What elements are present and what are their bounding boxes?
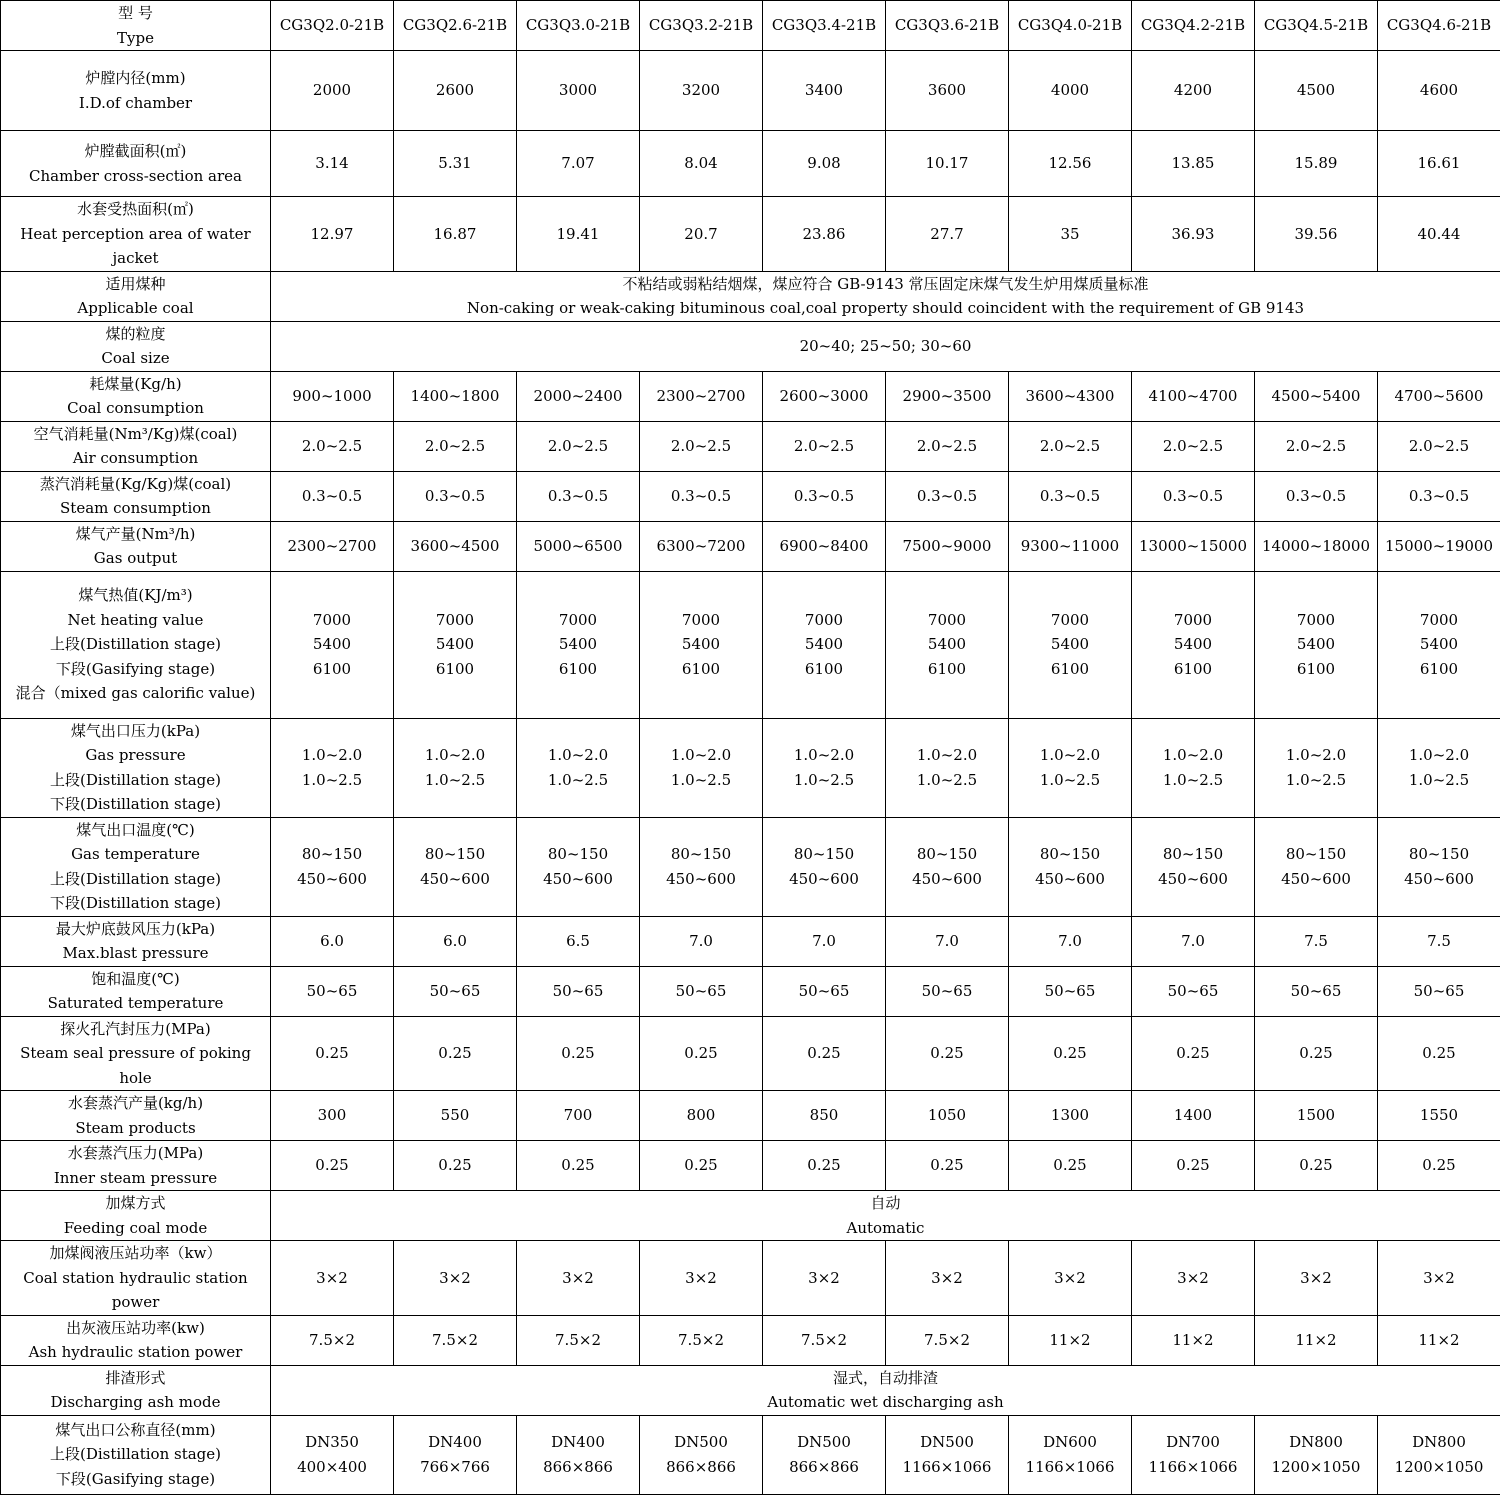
value-cell: 3600 — [886, 51, 1009, 131]
value-cell: 40.44 — [1378, 197, 1500, 272]
value-cell: 50~65 — [271, 966, 394, 1016]
value-cell: 2600~3000 — [763, 371, 886, 421]
value-cell: 16.87 — [394, 197, 517, 272]
value-cell: 2.0~2.5 — [517, 421, 640, 471]
value-cell: 0.25 — [1009, 1141, 1132, 1191]
value-cell: DN500 866×866 — [763, 1415, 886, 1494]
value-cell: 80~150 450~600 — [271, 817, 394, 916]
value-cell: 1.0~2.0 1.0~2.5 — [394, 718, 517, 817]
value-cell: 0.3~0.5 — [271, 471, 394, 521]
value-cell: 0.3~0.5 — [763, 471, 886, 521]
value-cell: 11×2 — [1255, 1315, 1378, 1365]
row-label: 煤的粒度 Coal size — [1, 321, 271, 371]
table-row-steam-products — [1, 1091, 1500, 1141]
row-label: 水套蒸汽压力(MPa) Inner steam pressure — [1, 1141, 271, 1191]
table-row-gas-pressure — [1, 718, 1500, 817]
value-cell: 80~150 450~600 — [886, 817, 1009, 916]
value-cell: 23.86 — [763, 197, 886, 272]
value-cell: 11×2 — [1009, 1315, 1132, 1365]
value-cell: 0.3~0.5 — [517, 471, 640, 521]
value-cell: 4500~5400 — [1255, 371, 1378, 421]
value-cell: DN500 866×866 — [640, 1415, 763, 1494]
row-label: 空气消耗量(Nm³/Kg)煤(coal) Air consumption — [1, 421, 271, 471]
value-cell: 80~150 450~600 — [640, 817, 763, 916]
table-row-max-blast-pressure — [1, 916, 1500, 966]
value-cell: 0.25 — [1378, 1016, 1500, 1091]
value-cell: 3×2 — [394, 1241, 517, 1316]
value-cell: 12.97 — [271, 197, 394, 272]
value-cell: 50~65 — [640, 966, 763, 1016]
value-cell: 8.04 — [640, 131, 763, 197]
value-cell: 50~65 — [1132, 966, 1255, 1016]
value-cell: 4200 — [1132, 51, 1255, 131]
row-label-type: 型 号 Type — [1, 1, 271, 51]
value-cell: 900~1000 — [271, 371, 394, 421]
value-cell: 36.93 — [1132, 197, 1255, 272]
row-label: 煤气出口压力(kPa) Gas pressure 上段(Distillation stage) 下段(Distillation stage) — [1, 718, 271, 817]
value-cell: 300 — [271, 1091, 394, 1141]
value-cell: 0.25 — [1255, 1141, 1378, 1191]
value-cell: 700 — [517, 1091, 640, 1141]
value-cell: 3600~4300 — [1009, 371, 1132, 421]
row-label: 加煤阀液压站功率（kw） Coal station hydraulic station power — [1, 1241, 271, 1316]
row-label: 煤气出口温度(℃) Gas temperature 上段(Distillation stage) 下段(Distillation stage) — [1, 817, 271, 916]
table-row-inner-steam-pressure — [1, 1141, 1500, 1191]
model-header: CG3Q3.0-21B — [517, 1, 640, 51]
value-cell: 7.0 — [640, 916, 763, 966]
value-cell: 0.25 — [1255, 1016, 1378, 1091]
value-cell: 1400~1800 — [394, 371, 517, 421]
value-cell: 7.0 — [886, 916, 1009, 966]
table-row-applicable-coal — [1, 271, 1500, 321]
value-cell: 550 — [394, 1091, 517, 1141]
value-cell: 2600 — [394, 51, 517, 131]
value-cell: 0.25 — [1132, 1141, 1255, 1191]
model-header: CG3Q4.6-21B — [1378, 1, 1500, 51]
value-cell: 3200 — [640, 51, 763, 131]
row-label: 探火孔汽封压力(MPa) Steam seal pressure of poking hole — [1, 1016, 271, 1091]
value-cell: 3×2 — [763, 1241, 886, 1316]
model-header: CG3Q2.6-21B — [394, 1, 517, 51]
value-cell: DN700 1166×1066 — [1132, 1415, 1255, 1494]
value-cell: 0.3~0.5 — [1255, 471, 1378, 521]
value-cell: 80~150 450~600 — [763, 817, 886, 916]
value-cell: 0.25 — [271, 1141, 394, 1191]
model-header: CG3Q3.2-21B — [640, 1, 763, 51]
value-cell: 0.25 — [1132, 1016, 1255, 1091]
table-row-gas-temperature — [1, 817, 1500, 916]
table-body — [1, 1, 1500, 1495]
value-cell: 80~150 450~600 — [517, 817, 640, 916]
merged-value-cell: 自动 Automatic — [271, 1191, 1500, 1241]
value-cell: 5000~6500 — [517, 521, 640, 571]
value-cell: 80~150 450~600 — [394, 817, 517, 916]
value-cell: 4700~5600 — [1378, 371, 1500, 421]
value-cell: 15000~19000 — [1378, 521, 1500, 571]
value-cell: 0.25 — [640, 1016, 763, 1091]
value-cell: 39.56 — [1255, 197, 1378, 272]
value-cell: 1.0~2.0 1.0~2.5 — [1378, 718, 1500, 817]
table-row-saturated-temperature — [1, 966, 1500, 1016]
value-cell: 3×2 — [271, 1241, 394, 1316]
value-cell: 7.5×2 — [640, 1315, 763, 1365]
value-cell: 3×2 — [1378, 1241, 1500, 1316]
value-cell: 7000 5400 6100 — [640, 571, 763, 718]
value-cell: 0.3~0.5 — [1132, 471, 1255, 521]
row-label: 煤气产量(Nm³/h) Gas output — [1, 521, 271, 571]
row-label: 出灰液压站功率(kw) Ash hydraulic station power — [1, 1315, 271, 1365]
header-row — [1, 1, 1500, 51]
value-cell: 3×2 — [886, 1241, 1009, 1316]
row-label: 排渣形式 Discharging ash mode — [1, 1365, 271, 1415]
value-cell: 14000~18000 — [1255, 521, 1378, 571]
value-cell: 7000 5400 6100 — [1255, 571, 1378, 718]
value-cell: 0.25 — [640, 1141, 763, 1191]
value-cell: 0.3~0.5 — [1009, 471, 1132, 521]
value-cell: 4000 — [1009, 51, 1132, 131]
table-row-cross-section-area — [1, 131, 1500, 197]
value-cell: 2300~2700 — [271, 521, 394, 571]
value-cell: 0.25 — [1009, 1016, 1132, 1091]
value-cell: 80~150 450~600 — [1009, 817, 1132, 916]
row-label: 煤气出口公称直径(mm) 上段(Distillation stage) 下段(Gasifying stage) — [1, 1415, 271, 1494]
value-cell: 50~65 — [1009, 966, 1132, 1016]
value-cell: 3×2 — [640, 1241, 763, 1316]
merged-value-cell: 不粘结或弱粘结烟煤，煤应符合 GB-9143 常压固定床煤气发生炉用煤质量标准 Non-caking or weak-caking bituminous coal,coal property should coincident with the requirement of GB 9143 — [271, 271, 1500, 321]
value-cell: DN600 1166×1066 — [1009, 1415, 1132, 1494]
value-cell: 7000 5400 6100 — [517, 571, 640, 718]
value-cell: 7000 5400 6100 — [1009, 571, 1132, 718]
value-cell: 80~150 450~600 — [1378, 817, 1500, 916]
value-cell: 2300~2700 — [640, 371, 763, 421]
value-cell: 2.0~2.5 — [394, 421, 517, 471]
table-row-steam-consumption — [1, 471, 1500, 521]
value-cell: 7.5×2 — [517, 1315, 640, 1365]
row-label: 蒸汽消耗量(Kg/Kg)煤(coal) Steam consumption — [1, 471, 271, 521]
value-cell: 9300~11000 — [1009, 521, 1132, 571]
value-cell: 1.0~2.0 1.0~2.5 — [1132, 718, 1255, 817]
value-cell: 4500 — [1255, 51, 1378, 131]
model-header: CG3Q3.6-21B — [886, 1, 1009, 51]
value-cell: 35 — [1009, 197, 1132, 272]
value-cell: 3600~4500 — [394, 521, 517, 571]
value-cell: 0.25 — [394, 1141, 517, 1191]
value-cell: 7000 5400 6100 — [394, 571, 517, 718]
value-cell: 1.0~2.0 1.0~2.5 — [1255, 718, 1378, 817]
value-cell: 2.0~2.5 — [1378, 421, 1500, 471]
row-label: 煤气热值(KJ/m³) Net heating value 上段(Distillation stage) 下段(Gasifying stage) 混合（mixed gas calorific value) — [1, 571, 271, 718]
table-row-discharging-ash-mode — [1, 1365, 1500, 1415]
table-row-chamber-id — [1, 51, 1500, 131]
table-row-coal-station-power — [1, 1241, 1500, 1316]
value-cell: 1400 — [1132, 1091, 1255, 1141]
value-cell: 7000 5400 6100 — [271, 571, 394, 718]
value-cell: 1.0~2.0 1.0~2.5 — [517, 718, 640, 817]
value-cell: 2.0~2.5 — [763, 421, 886, 471]
value-cell: 0.25 — [763, 1016, 886, 1091]
value-cell: 0.25 — [763, 1141, 886, 1191]
value-cell: 0.25 — [1378, 1141, 1500, 1191]
table-row-air-consumption — [1, 421, 1500, 471]
row-label: 炉膛截面积(㎡) Chamber cross-section area — [1, 131, 271, 197]
value-cell: DN400 866×866 — [517, 1415, 640, 1494]
row-label: 耗煤量(Kg/h) Coal consumption — [1, 371, 271, 421]
value-cell: 11×2 — [1132, 1315, 1255, 1365]
value-cell: DN400 766×766 — [394, 1415, 517, 1494]
table-row-gas-outlet-diameter — [1, 1415, 1500, 1494]
value-cell: 7500~9000 — [886, 521, 1009, 571]
model-header: CG3Q4.2-21B — [1132, 1, 1255, 51]
value-cell: 19.41 — [517, 197, 640, 272]
row-label: 最大炉底鼓风压力(kPa) Max.blast pressure — [1, 916, 271, 966]
value-cell: 0.25 — [886, 1016, 1009, 1091]
value-cell: 4100~4700 — [1132, 371, 1255, 421]
value-cell: 850 — [763, 1091, 886, 1141]
value-cell: 2000 — [271, 51, 394, 131]
value-cell: 3×2 — [517, 1241, 640, 1316]
value-cell: 6.0 — [394, 916, 517, 966]
table-row-feeding-coal-mode — [1, 1191, 1500, 1241]
value-cell: 2.0~2.5 — [271, 421, 394, 471]
value-cell: 20.7 — [640, 197, 763, 272]
table-row-gas-output — [1, 521, 1500, 571]
value-cell: 7000 5400 6100 — [886, 571, 1009, 718]
value-cell: 27.7 — [886, 197, 1009, 272]
row-label: 加煤方式 Feeding coal mode — [1, 1191, 271, 1241]
value-cell: 50~65 — [763, 966, 886, 1016]
value-cell: 3.14 — [271, 131, 394, 197]
model-header: CG3Q4.0-21B — [1009, 1, 1132, 51]
value-cell: 7.5×2 — [394, 1315, 517, 1365]
table-row-net-heating-value — [1, 571, 1500, 718]
value-cell: 6300~7200 — [640, 521, 763, 571]
value-cell: 7.0 — [1132, 916, 1255, 966]
value-cell: 7.5 — [1255, 916, 1378, 966]
value-cell: 0.3~0.5 — [640, 471, 763, 521]
table-row-coal-consumption — [1, 371, 1500, 421]
value-cell: 7000 5400 6100 — [763, 571, 886, 718]
value-cell: 0.3~0.5 — [886, 471, 1009, 521]
value-cell: 1.0~2.0 1.0~2.5 — [763, 718, 886, 817]
value-cell: 6.5 — [517, 916, 640, 966]
value-cell: 3×2 — [1009, 1241, 1132, 1316]
value-cell: 2.0~2.5 — [886, 421, 1009, 471]
value-cell: 2.0~2.5 — [640, 421, 763, 471]
value-cell: 7.0 — [1009, 916, 1132, 966]
value-cell: 1300 — [1009, 1091, 1132, 1141]
value-cell: 1050 — [886, 1091, 1009, 1141]
value-cell: 2900~3500 — [886, 371, 1009, 421]
value-cell: 0.25 — [394, 1016, 517, 1091]
value-cell: DN350 400×400 — [271, 1415, 394, 1494]
value-cell: 7.5 — [1378, 916, 1500, 966]
row-label: 炉膛内径(mm) I.D.of chamber — [1, 51, 271, 131]
value-cell: 3×2 — [1132, 1241, 1255, 1316]
value-cell: 1.0~2.0 1.0~2.5 — [1009, 718, 1132, 817]
value-cell: 80~150 450~600 — [1132, 817, 1255, 916]
value-cell: 11×2 — [1378, 1315, 1500, 1365]
value-cell: 50~65 — [394, 966, 517, 1016]
value-cell: 0.3~0.5 — [1378, 471, 1500, 521]
row-label: 适用煤种 Applicable coal — [1, 271, 271, 321]
value-cell: 0.25 — [517, 1016, 640, 1091]
value-cell: 0.25 — [517, 1141, 640, 1191]
value-cell: 2.0~2.5 — [1132, 421, 1255, 471]
model-header: CG3Q3.4-21B — [763, 1, 886, 51]
value-cell: DN500 1166×1066 — [886, 1415, 1009, 1494]
value-cell: 9.08 — [763, 131, 886, 197]
value-cell: 13000~15000 — [1132, 521, 1255, 571]
merged-value-cell: 湿式，自动排渣 Automatic wet discharging ash — [271, 1365, 1500, 1415]
value-cell: 0.3~0.5 — [394, 471, 517, 521]
value-cell: 0.25 — [886, 1141, 1009, 1191]
value-cell: DN800 1200×1050 — [1255, 1415, 1378, 1494]
model-header: CG3Q4.5-21B — [1255, 1, 1378, 51]
value-cell: 10.17 — [886, 131, 1009, 197]
value-cell: 13.85 — [1132, 131, 1255, 197]
value-cell: 1500 — [1255, 1091, 1378, 1141]
merged-value-cell: 20~40; 25~50; 30~60 — [271, 321, 1500, 371]
value-cell: 1.0~2.0 1.0~2.5 — [640, 718, 763, 817]
value-cell: 800 — [640, 1091, 763, 1141]
table-row-heat-perception-area — [1, 197, 1500, 272]
table-row-steam-seal-pressure — [1, 1016, 1500, 1091]
table-row-coal-size — [1, 321, 1500, 371]
value-cell: 2.0~2.5 — [1009, 421, 1132, 471]
value-cell: 6900~8400 — [763, 521, 886, 571]
row-label: 饱和温度(℃) Saturated temperature — [1, 966, 271, 1016]
value-cell: 1.0~2.0 1.0~2.5 — [271, 718, 394, 817]
value-cell: 2000~2400 — [517, 371, 640, 421]
value-cell: 3000 — [517, 51, 640, 131]
value-cell: 2.0~2.5 — [1255, 421, 1378, 471]
value-cell: 12.56 — [1009, 131, 1132, 197]
value-cell: 7.5×2 — [763, 1315, 886, 1365]
value-cell: 7000 5400 6100 — [1132, 571, 1255, 718]
value-cell: DN800 1200×1050 — [1378, 1415, 1500, 1494]
value-cell: 7.0 — [763, 916, 886, 966]
value-cell: 3400 — [763, 51, 886, 131]
value-cell: 7000 5400 6100 — [1378, 571, 1500, 718]
value-cell: 5.31 — [394, 131, 517, 197]
value-cell: 6.0 — [271, 916, 394, 966]
value-cell: 0.25 — [271, 1016, 394, 1091]
value-cell: 7.5×2 — [271, 1315, 394, 1365]
table-row-ash-station-power — [1, 1315, 1500, 1365]
value-cell: 1550 — [1378, 1091, 1500, 1141]
value-cell: 1.0~2.0 1.0~2.5 — [886, 718, 1009, 817]
value-cell: 7.07 — [517, 131, 640, 197]
value-cell: 80~150 450~600 — [1255, 817, 1378, 916]
row-label: 水套蒸汽产量(kg/h) Steam products — [1, 1091, 271, 1141]
value-cell: 50~65 — [886, 966, 1009, 1016]
value-cell: 4600 — [1378, 51, 1500, 131]
value-cell: 7.5×2 — [886, 1315, 1009, 1365]
row-label: 水套受热面积(㎡) Heat perception area of water jacket — [1, 197, 271, 272]
value-cell: 50~65 — [1255, 966, 1378, 1016]
value-cell: 16.61 — [1378, 131, 1500, 197]
value-cell: 50~65 — [517, 966, 640, 1016]
model-header: CG3Q2.0-21B — [271, 1, 394, 51]
value-cell: 50~65 — [1378, 966, 1500, 1016]
value-cell: 15.89 — [1255, 131, 1378, 197]
value-cell: 3×2 — [1255, 1241, 1378, 1316]
